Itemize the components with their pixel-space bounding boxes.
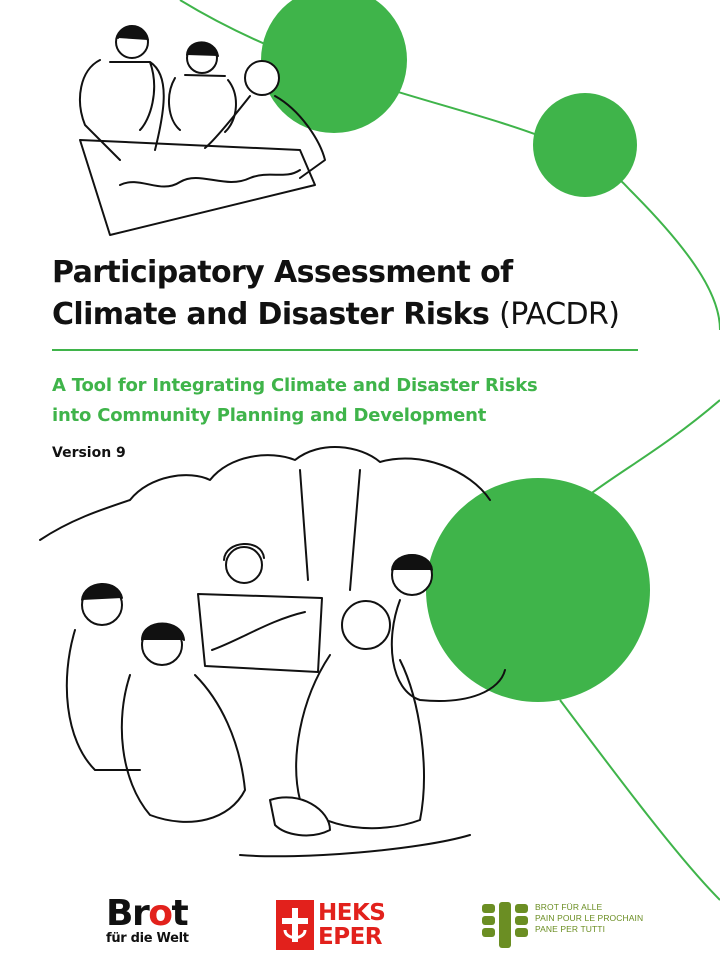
- person-head: [342, 601, 390, 649]
- person-hair: [82, 584, 122, 600]
- person-legs: [270, 797, 330, 835]
- person-body: [296, 655, 424, 828]
- bfa-line-3: PANE PER TUTTI: [535, 924, 606, 934]
- title-abbreviation: (PACDR): [499, 297, 620, 332]
- wheat-icon: [482, 902, 528, 948]
- brot-wordmark: [106, 893, 216, 934]
- document-title: [52, 252, 692, 336]
- subtitle-line-1: A Tool for Integrating Climate and Disaster Risks: [52, 375, 538, 396]
- discussion-board: [198, 594, 322, 672]
- heks-cross-icon: [276, 900, 314, 950]
- tree-trunk: [300, 470, 360, 590]
- heks-wordmark: [318, 901, 385, 949]
- brot-fuer-die-welt-logo: [106, 893, 216, 947]
- brot-wordmark-o: o: [148, 893, 172, 934]
- heks-line-1: HEKS: [318, 900, 386, 926]
- document-subtitle: [52, 371, 652, 431]
- brot-fuer-alle-logo: [482, 902, 643, 948]
- version-label: Version 9: [52, 445, 126, 461]
- bfa-wordmark: [535, 902, 643, 935]
- bfa-line-1: BROT FÜR ALLE: [535, 902, 603, 912]
- person-body: [67, 630, 140, 770]
- person-body: [122, 675, 245, 822]
- title-line-2-text: Climate and Disaster Risks: [52, 297, 490, 332]
- person-body: [392, 600, 505, 701]
- brot-tagline: für die Welt: [106, 931, 189, 946]
- brot-word: Brot: [106, 893, 188, 934]
- heks-line-2: EPER: [318, 924, 382, 950]
- bfa-line-2: PAIN POUR LE PROCHAIN: [535, 913, 644, 923]
- ground-line: [240, 835, 470, 856]
- subtitle-line-2: into Community Planning and Development: [52, 405, 487, 426]
- person-hair: [392, 555, 432, 570]
- title-line-2: [52, 294, 692, 336]
- title-line-1: Participatory Assessment of: [52, 255, 513, 290]
- person-head: [226, 547, 262, 583]
- heks-eper-logo: [276, 900, 385, 950]
- title-divider: [52, 349, 638, 351]
- person-hair: [142, 624, 184, 641]
